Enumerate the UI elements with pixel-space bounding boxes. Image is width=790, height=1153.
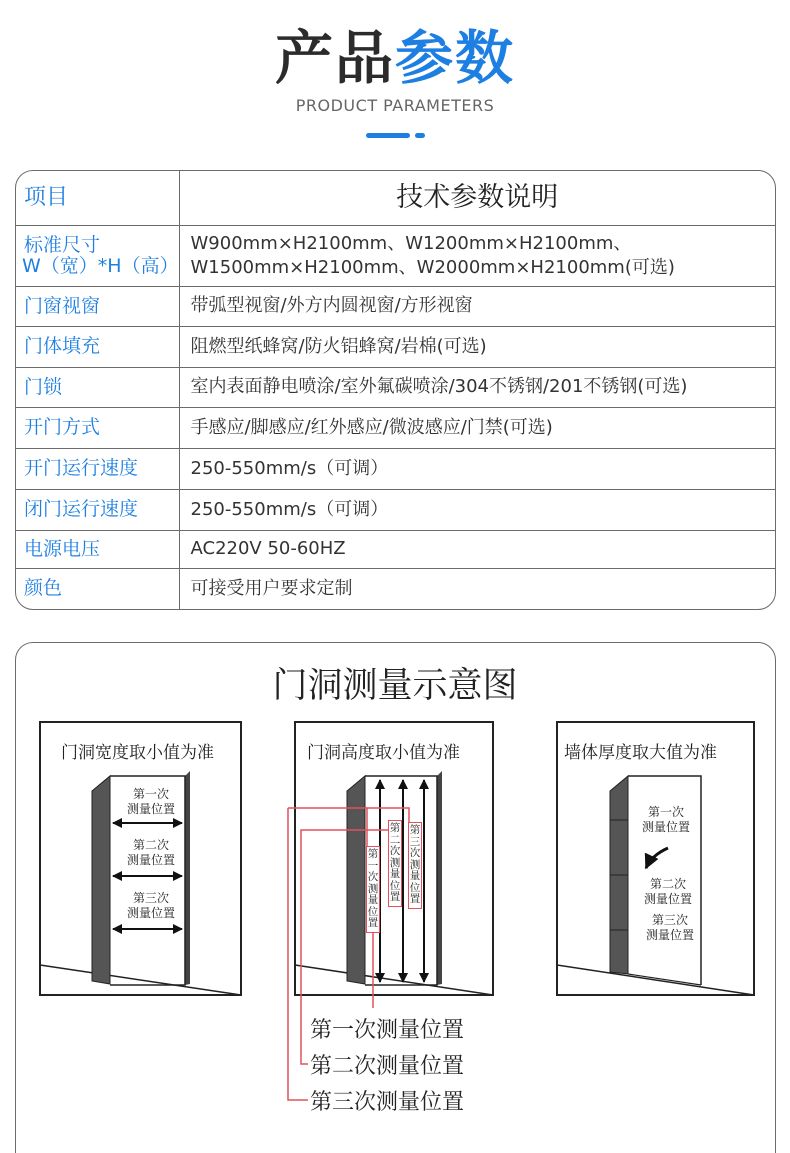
position-label: 第一次 bbox=[647, 805, 685, 819]
param-key: 电源电压 bbox=[16, 530, 179, 568]
param-key: 标准尺寸 W（宽）*H（高） bbox=[16, 225, 179, 286]
param-key: 门窗视窗 bbox=[16, 286, 179, 326]
param-value: AC220V 50-60HZ bbox=[179, 530, 775, 568]
door-leaf-left bbox=[347, 776, 365, 984]
vertical-label-first: 第一次测量位置 bbox=[366, 846, 380, 933]
position-label: 测量位置 bbox=[645, 928, 695, 942]
param-value: 阻燃型纸蜂窝/防火铝蜂窝/岩棉(可选) bbox=[179, 326, 775, 367]
param-value: 250-550mm/s（可调） bbox=[179, 448, 775, 489]
position-label: 第二次 bbox=[132, 838, 170, 852]
param-key: 门体填充 bbox=[16, 326, 179, 367]
param-value: 250-550mm/s（可调） bbox=[179, 489, 775, 530]
position-label: 第二次 bbox=[649, 877, 687, 891]
panel-label-width: 门洞宽度取小值为准 bbox=[61, 743, 214, 763]
param-key: 开门方式 bbox=[16, 407, 179, 448]
param-key: 颜色 bbox=[16, 568, 179, 609]
position-label: 测量位置 bbox=[126, 802, 176, 816]
position-label: 第三次 bbox=[132, 891, 170, 905]
panel-label-height: 门洞高度取小值为准 bbox=[307, 743, 460, 763]
param-value: 带弧型视窗/外方内圆视窗/方形视窗 bbox=[179, 286, 775, 326]
param-key: 闭门运行速度 bbox=[16, 489, 179, 530]
door-leaf-left bbox=[92, 776, 110, 984]
position-label: 测量位置 bbox=[641, 820, 691, 834]
position-label: 测量位置 bbox=[643, 892, 693, 906]
legend-first: 第一次测量位置 bbox=[310, 1018, 465, 1043]
param-value: 可接受用户要求定制 bbox=[190, 577, 353, 599]
vertical-label-second: 第二次测量位置 bbox=[388, 820, 402, 907]
param-key: 开门运行速度 bbox=[16, 448, 179, 489]
position-label: 测量位置 bbox=[126, 906, 176, 920]
panel-label-wall: 墙体厚度取大值为准 bbox=[564, 743, 717, 763]
position-label: 第三次 bbox=[651, 913, 689, 927]
page-title: 产品参数 bbox=[274, 24, 516, 92]
legend-second: 第二次测量位置 bbox=[310, 1054, 465, 1079]
param-value: W900mm×H2100mm、W1200mm×H2100mm、 W1500mm×H2100mm、W2000mm×H2100mm(可选) bbox=[179, 225, 775, 286]
position-label: 第一次 bbox=[132, 787, 170, 801]
vertical-label-third: 第三次测量位置 bbox=[408, 822, 422, 909]
param-value: 手感应/脚感应/红外感应/微波感应/门禁(可选) bbox=[179, 407, 775, 448]
position-label: 测量位置 bbox=[126, 853, 176, 867]
measurement-diagram-title: 门洞测量示意图 bbox=[272, 666, 518, 706]
table-header-value: 技术参数说明 bbox=[179, 171, 775, 225]
param-value: 室内表面静电喷涂/室外氟碳喷涂/304不锈钢/201不锈钢(可选) bbox=[179, 367, 775, 407]
table-header-key: 项目 bbox=[16, 171, 179, 225]
page-subtitle: PRODUCT PARAMETERS bbox=[295, 96, 495, 115]
param-key: 门锁 bbox=[16, 367, 179, 407]
legend-third: 第三次测量位置 bbox=[310, 1090, 465, 1115]
